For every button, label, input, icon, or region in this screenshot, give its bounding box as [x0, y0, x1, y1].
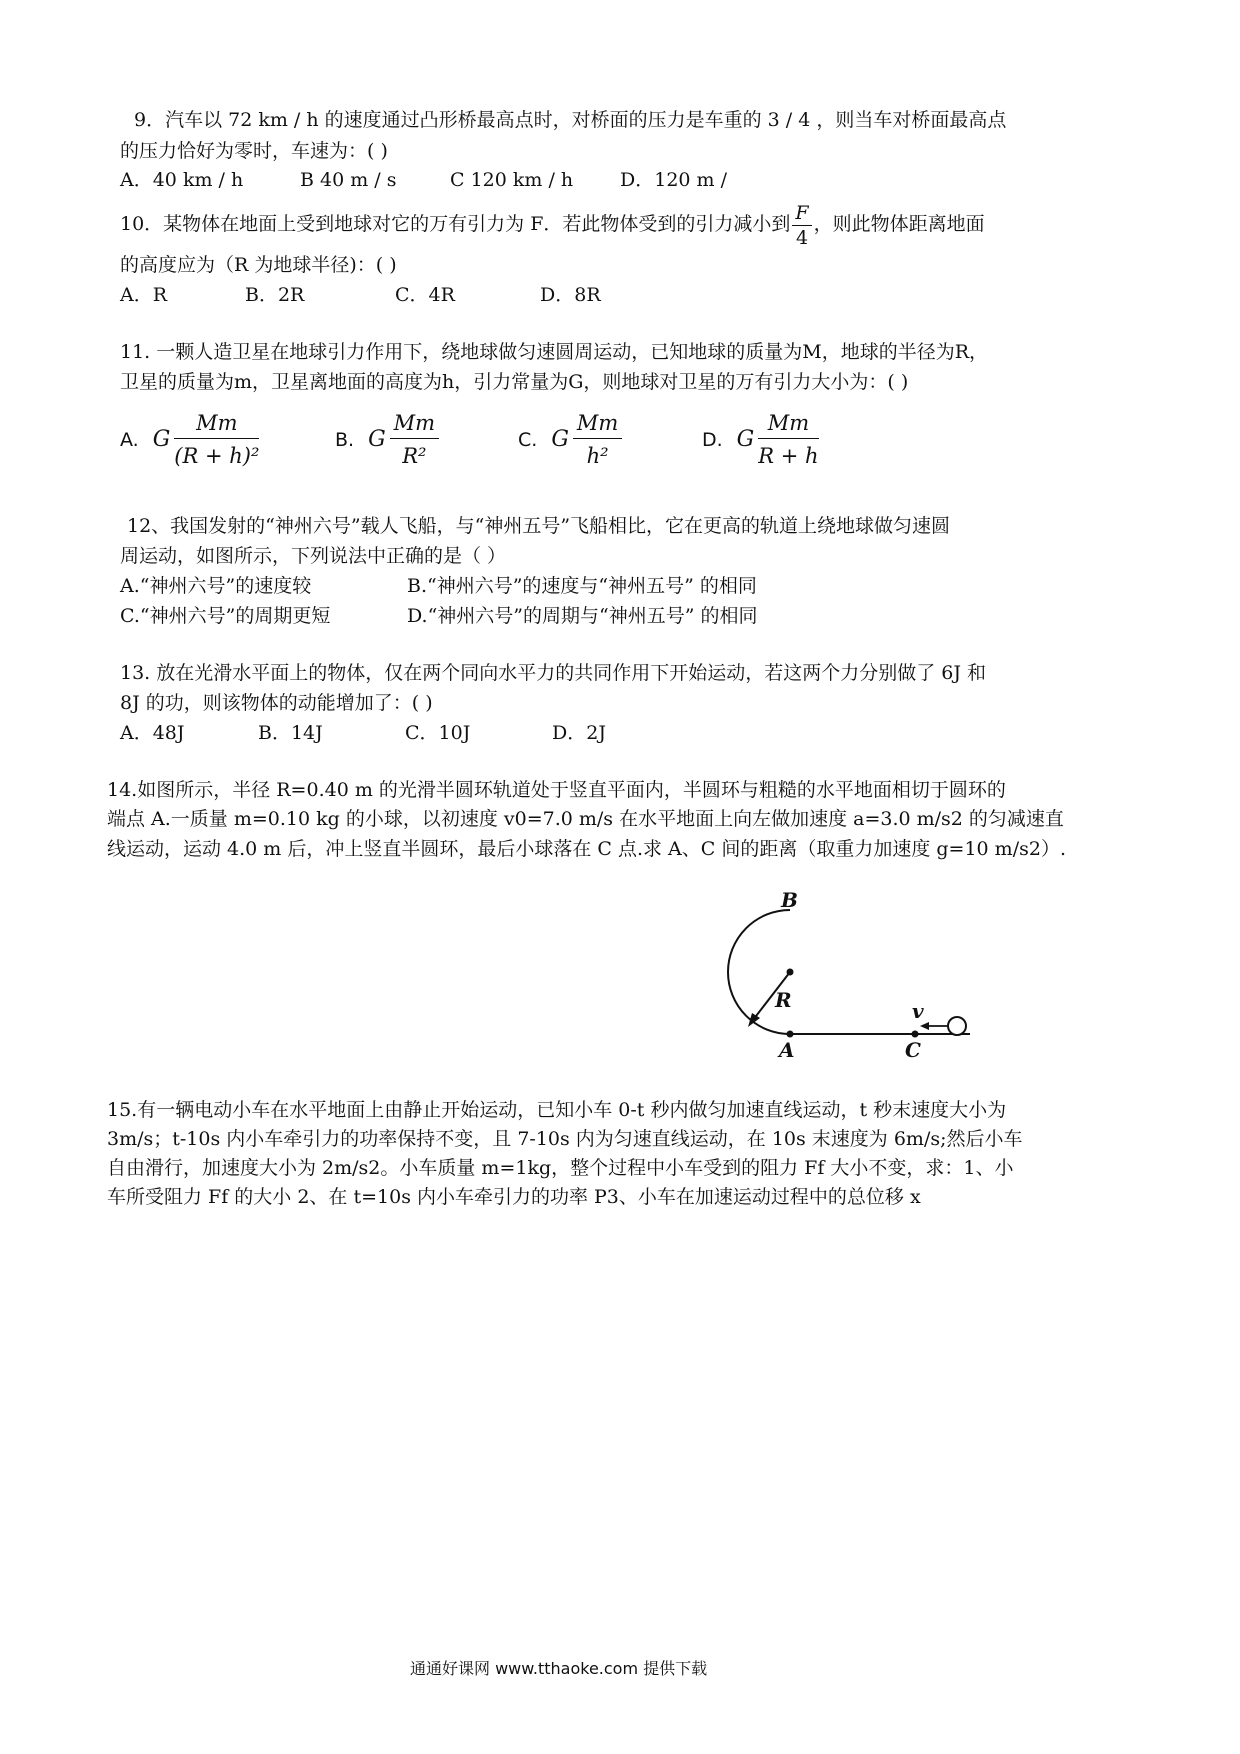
- label-r: R: [775, 988, 792, 1012]
- q11-line2: 卫星的质量为m，卫星离地面的高度为h，引力常量为G，则地球对卫星的万有引力大小为：( ): [120, 371, 909, 393]
- q11-option-c-fraction: [573, 410, 622, 469]
- q10-option-d: D．8R: [540, 284, 601, 306]
- q11-option-b-denominator: R²: [402, 444, 427, 468]
- q12-option-d: D.“神州六号”的周期与“神州五号” 的相同: [407, 605, 758, 627]
- q11-option-d-fraction: [758, 410, 818, 469]
- q11-option-a: [120, 410, 259, 469]
- q9-option-b: B 40 m / s: [300, 169, 397, 191]
- q9-option-d: D．120 m /: [620, 169, 727, 191]
- q13-option-c: C．10J: [405, 722, 471, 744]
- point-a-dot: [787, 1031, 794, 1038]
- q12-line2: 周运动，如图所示，下列说法中正确的是（ ）: [120, 545, 507, 567]
- q11-option-c: [518, 410, 622, 469]
- q15-line2: 3m/s；t-10s 内小车牵引力的功率保持不变，且 7-10s 内为匀速直线运动，在 10s 末速度为 6m/s;然后小车: [107, 1128, 1023, 1150]
- q11-option-b-fraction: [390, 410, 439, 469]
- q11-option-d-denominator: R + h: [758, 444, 819, 468]
- q11-option-a-denominator: (R + h)²: [174, 444, 260, 468]
- q11-option-c-label: C.: [518, 428, 538, 451]
- q11-option-c-g: G: [551, 427, 569, 452]
- label-v: v: [912, 999, 924, 1023]
- q11-option-d-g: G: [736, 427, 755, 452]
- page-footer: 通通好课网 www.tthaoke.com 提供下载: [410, 1659, 708, 1678]
- q10-option-c: C．4R: [395, 284, 455, 306]
- q14-line1: 14.如图所示，半径 R=0.40 m 的光滑半圆环轨道处于竖直平面内，半圆环与粗糙的水平地面相切于圆环的: [107, 779, 1006, 801]
- label-b: B: [781, 888, 798, 912]
- q11-option-c-numerator: Mm: [573, 410, 622, 439]
- q11-option-c-denominator: h²: [586, 444, 609, 468]
- q11-option-d-label: D.: [702, 428, 723, 451]
- q10-line1: [120, 198, 985, 250]
- q11-option-b-numerator: Mm: [390, 410, 439, 439]
- q15-line3: 自由滑行，加速度大小为 2m/s2。小车质量 m=1kg，整个过程中小车受到的阻力 Ff 大小不变，求：1、小: [107, 1157, 1014, 1179]
- q11-option-a-g: G: [152, 427, 171, 452]
- label-c: C: [905, 1038, 921, 1062]
- ball: [948, 1017, 966, 1035]
- q11-option-b: [335, 410, 439, 469]
- q11-option-d: [702, 410, 819, 469]
- q14-line2: 端点 A.一质量 m=0.10 kg 的小球，以初速度 v0=7.0 m/s 在水平地面上向左做加速度 a=3.0 m/s2 的匀减速直: [107, 808, 1064, 830]
- q9-option-c: C 120 km / h: [450, 169, 574, 191]
- q10-fraction-denominator: 4: [795, 226, 809, 249]
- q10-fraction: [792, 201, 811, 250]
- q13-line1: 13. 放在光滑水平面上的物体，仅在两个同向水平力的共同作用下开始运动，若这两个力分别做了 6J 和: [120, 662, 987, 684]
- q11-option-b-label: B.: [335, 428, 355, 451]
- label-a: A: [779, 1038, 795, 1062]
- q11-option-d-numerator: Mm: [758, 410, 818, 439]
- q13-option-b: B．14J: [258, 722, 323, 744]
- q11-option-b-g: G: [368, 427, 386, 452]
- q11-option-a-fraction: [174, 410, 259, 469]
- q14-line3: 线运动，运动 4.0 m 后，冲上竖直半圆环，最后小球落在 C 点.求 A、C 间的距离（取重力加速度 g=10 m/s2）.: [107, 838, 1066, 860]
- q12-option-b: B.“神州六号”的速度与“神州五号” 的相同: [407, 575, 757, 597]
- q12-option-c: C.“神州六号”的周期更短: [120, 605, 331, 627]
- q9-line1: 9．汽车以 72 km / h 的速度通过凸形桥最高点时，对桥面的压力是车重的 3 / 4 ，则当车对桥面最高点: [134, 109, 1007, 131]
- q10-line1-tail: ，则此物体距离地面: [813, 213, 985, 235]
- q11-option-a-label: A.: [120, 428, 139, 451]
- q11-line1: 11. 一颗人造卫星在地球引力作用下，绕地球做匀速圆周运动，已知地球的质量为M，地球的半径为R，: [120, 341, 989, 363]
- q15-line4: 车所受阻力 Ff 的大小 2、在 t=10s 内小车牵引力的功率 P3、小车在加速运动过程中的总位移 x: [107, 1186, 921, 1208]
- q9-line2: 的压力恰好为零时，车速为：( ): [120, 140, 388, 162]
- q10-line1-text: 10．某物体在地面上受到地球对它的万有引力为 F．若此物体受到的引力减小到: [120, 213, 791, 235]
- q10-line2: 的高度应为（R 为地球半径)：( ): [120, 254, 397, 276]
- q11-option-a-numerator: Mm: [174, 410, 259, 439]
- velocity-arrowhead: [920, 1022, 929, 1030]
- q15-line1: 15.有一辆电动小车在水平地面上由静止开始运动，已知小车 0-t 秒内做匀加速直线运动，t 秒末速度大小为: [107, 1099, 1007, 1121]
- q10-option-b: B．2R: [245, 284, 305, 306]
- q12-option-a: A.“神州六号”的速度较: [120, 575, 312, 597]
- q13-option-d: D．2J: [552, 722, 606, 744]
- q10-option-a: A．R: [120, 284, 168, 306]
- q9-option-a: A．40 km / h: [120, 169, 244, 191]
- q10-fraction-numerator: F: [792, 201, 811, 226]
- q13-line2: 8J 的功，则该物体的动能增加了：( ): [120, 692, 433, 714]
- semicircle-track: [728, 910, 790, 1034]
- q13-option-a: A．48J: [120, 722, 185, 744]
- q12-line1: 12、我国发射的“神州六号”载人飞船，与“神州五号”飞船相比，它在更高的轨道上绕地球做匀速圆: [127, 515, 951, 537]
- point-c-dot: [912, 1031, 919, 1038]
